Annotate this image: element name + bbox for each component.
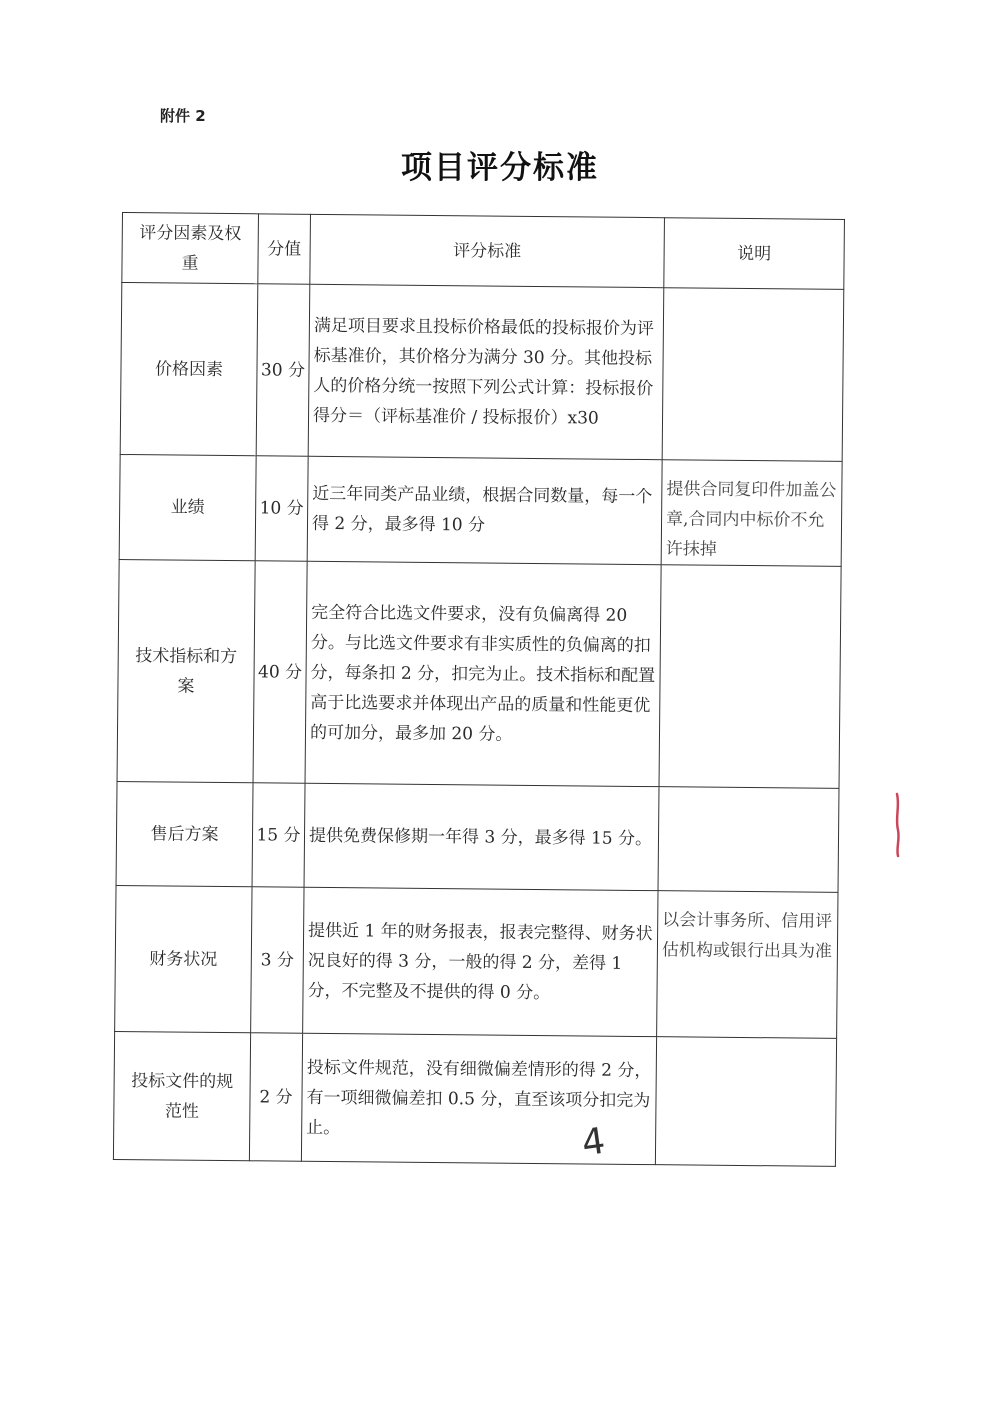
page-number: 4 [579, 1120, 608, 1165]
red-ink-mark [892, 792, 902, 858]
note-cell: 以会计事务所、信用评估机构或银行出具为准 [657, 891, 838, 1039]
table-row [115, 885, 838, 1038]
table-header-row [122, 213, 845, 290]
note-cell [662, 288, 844, 462]
factor-cell: 财务状况 [115, 885, 252, 1032]
standard-cell: 投标文件规范，没有细微偏差情形的得 2 分，有一项细微偏差扣 0.5 分，直至该项分扣完为止。 [301, 1033, 656, 1164]
scoring-table [113, 212, 845, 1167]
header-note: 说明 [664, 218, 845, 290]
page-title: 项目评分标准 [401, 150, 599, 186]
standard-cell: 提供免费保修期一年得 3 分，最多得 15 分。 [304, 783, 659, 890]
score-cell: 30 分 [256, 284, 310, 456]
header-factor: 评分因素及权重 [122, 213, 259, 284]
attachment-label: 附件 2 [160, 107, 206, 125]
standard-cell: 满足项目要求且投标价格最低的投标报价为评标基准价，其价格分为满分 30 分。其他投标人的价格分统一按照下列公式计算：投标报价得分＝（评标基准价 / 投标报价）x30 [308, 284, 664, 459]
score-cell: 10 分 [255, 456, 308, 561]
standard-cell: 近三年同类产品业绩，根据合同数量，每一个得 2 分，最多得 10 分 [307, 456, 662, 564]
table-row [119, 454, 842, 566]
note-cell: 提供合同复印件加盖公章,合同内中标价不允许抹掉 [661, 460, 842, 567]
score-cell: 2 分 [249, 1033, 302, 1161]
note-cell [658, 787, 839, 893]
factor-cell: 价格因素 [120, 283, 258, 456]
note-cell [655, 1037, 836, 1167]
factor-cell: 投标文件的规范性 [113, 1031, 250, 1160]
score-cell: 3 分 [251, 887, 304, 1033]
factor-cell: 业绩 [119, 454, 256, 560]
table-row [117, 559, 841, 788]
score-cell: 15 分 [252, 783, 305, 887]
score-cell: 40 分 [253, 561, 307, 783]
table-row [116, 781, 839, 892]
header-standard: 评分标准 [310, 214, 665, 287]
standard-cell: 完全符合比选文件要求，没有负偏离得 20 分。与比选文件要求有非实质性的负偏离的扣分，每条扣 2 分，扣完为止。技术指标和配置高于比选要求并体现出产品的质量和性能更优的可加分，最多加 20 分。 [305, 561, 661, 786]
factor-cell: 技术指标和方案 [117, 559, 255, 782]
header-score: 分值 [258, 214, 311, 284]
standard-cell: 提供近 1 年的财务报表，报表完整得、财务状况良好的得 3 分，一般的得 2 分，差得 1 分，不完整及不提供的得 0 分。 [303, 887, 658, 1036]
note-cell [659, 565, 841, 789]
factor-cell: 售后方案 [116, 781, 253, 886]
table-row [120, 283, 844, 462]
table-row [113, 1031, 836, 1166]
